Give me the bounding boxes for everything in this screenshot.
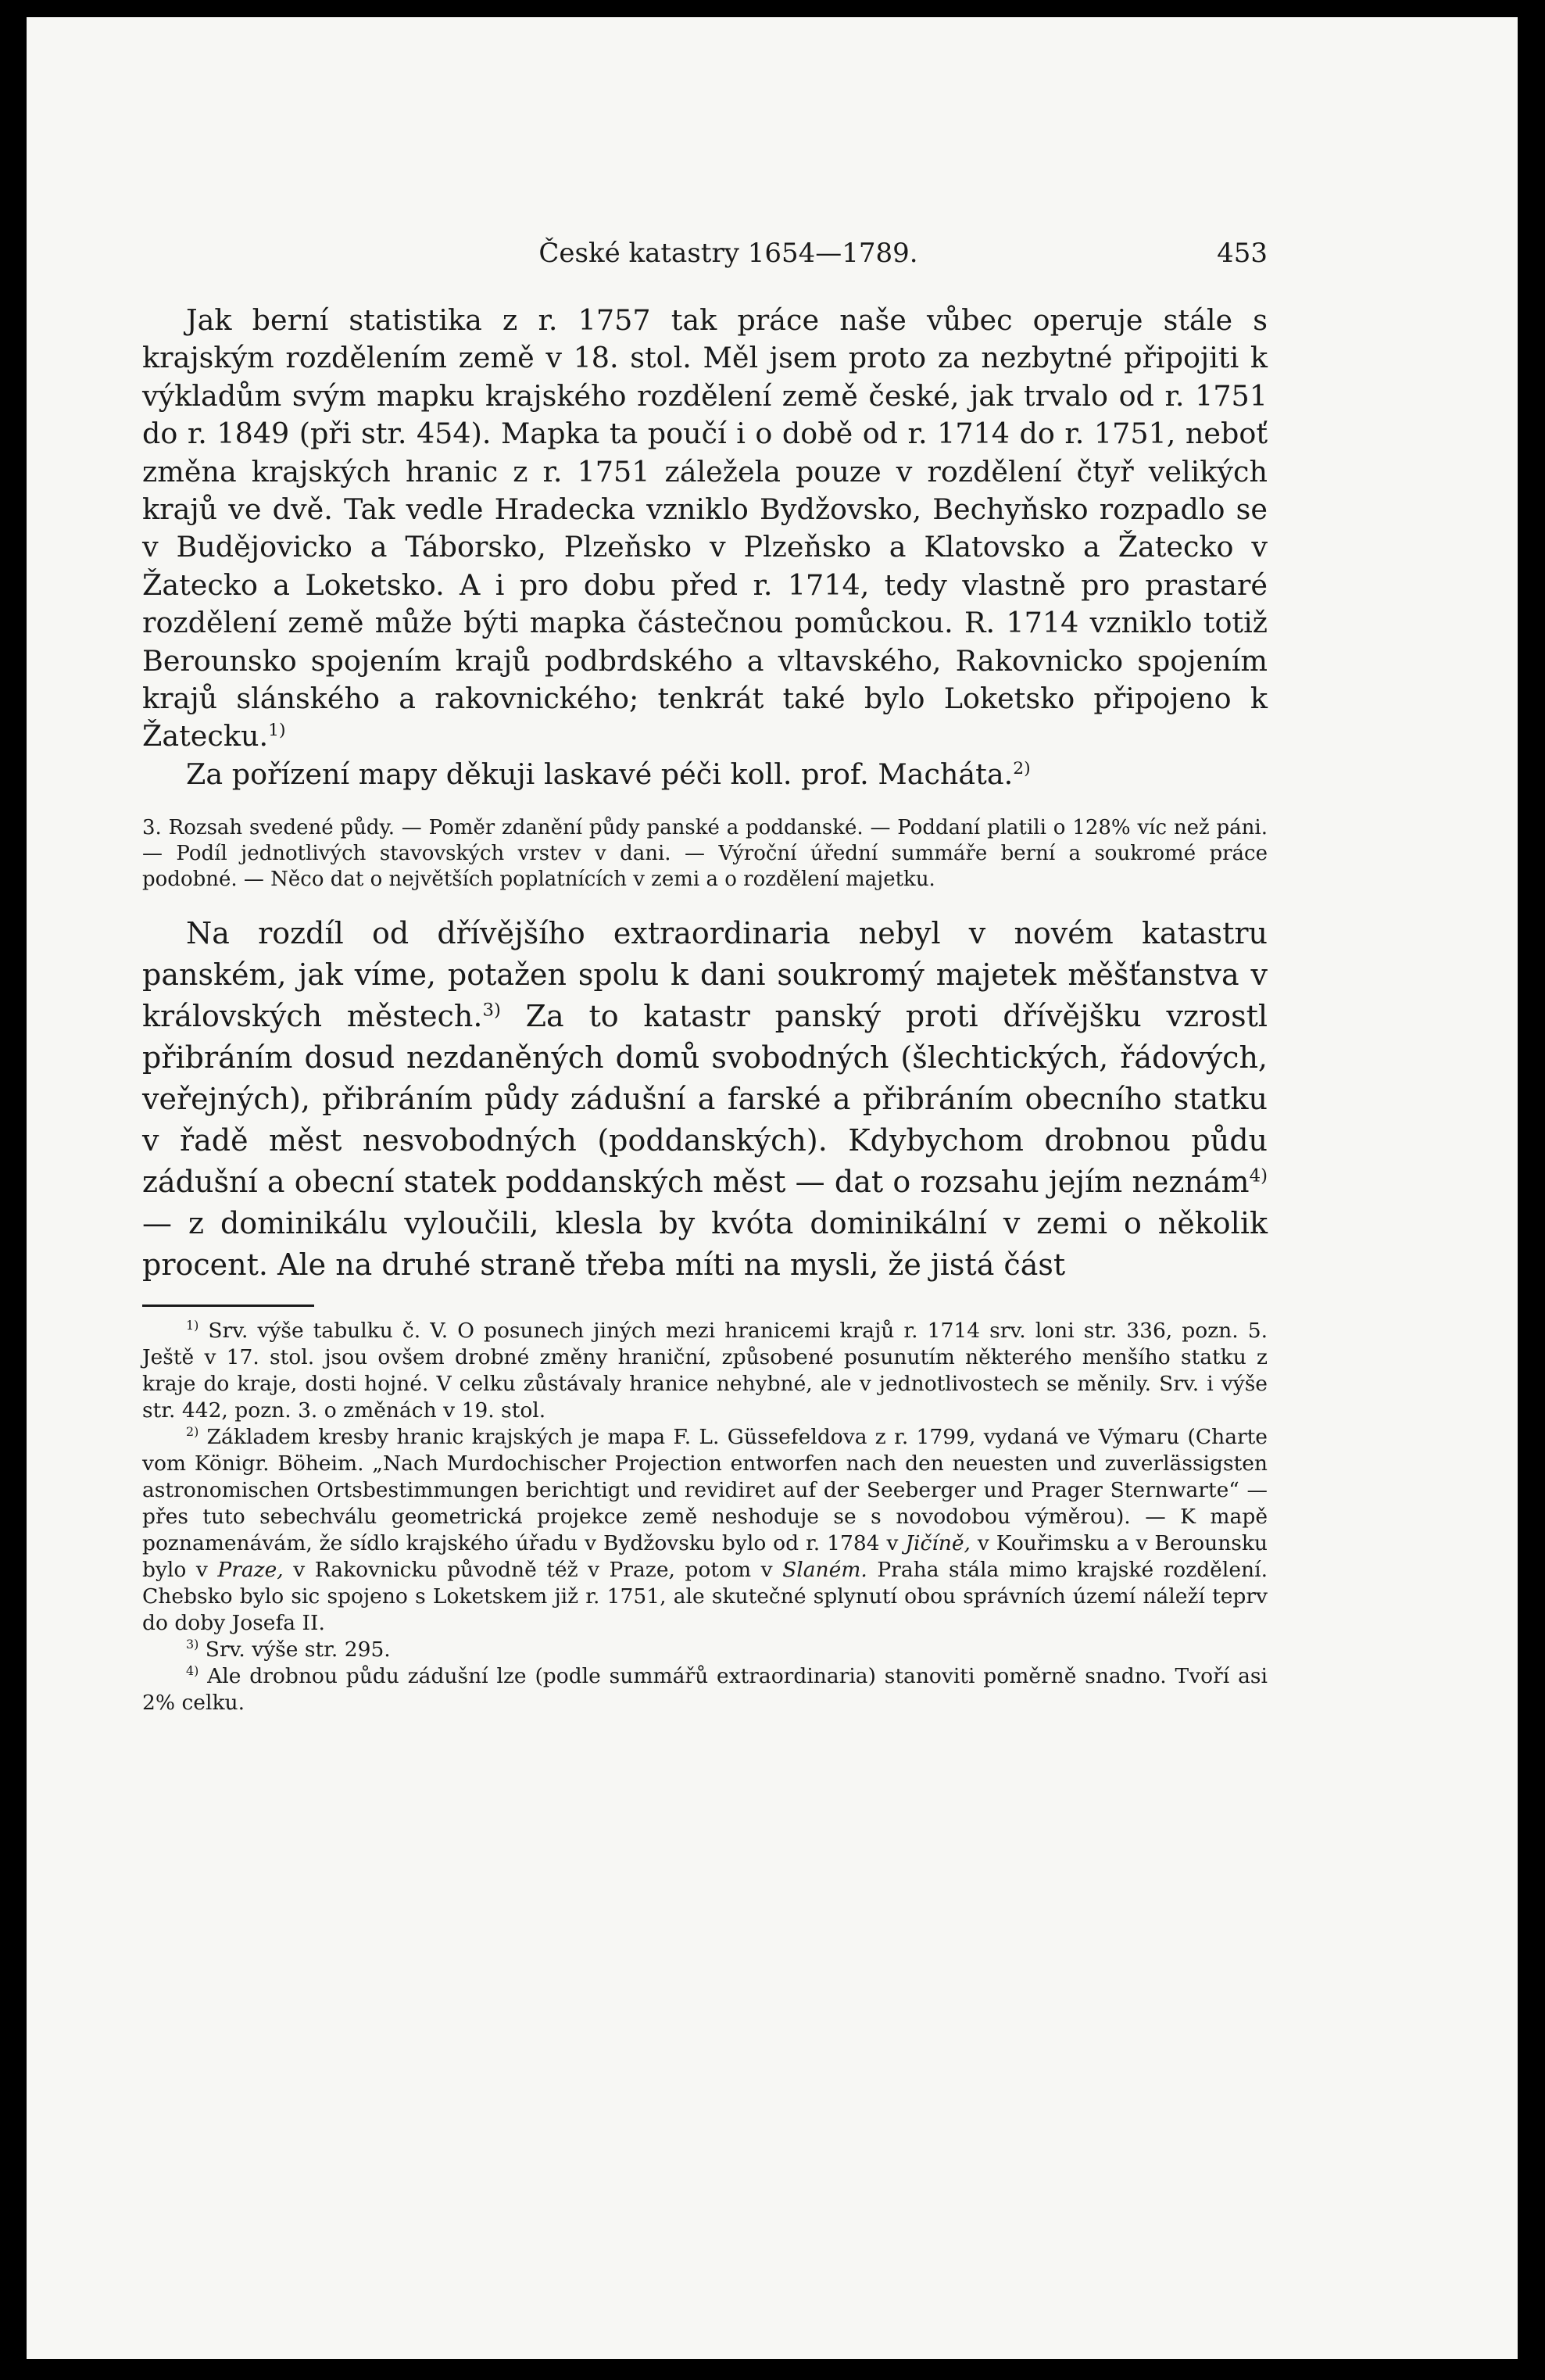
- paragraph-acknowledgement: [142, 756, 1268, 793]
- paragraph-text: Na rozdíl od dřívějšího extraordinaria nebyl v novém katastru panském, jak víme, potažen spolu k dani soukromý majetek měšťanstva v královských městech.: [142, 916, 1268, 1034]
- page-number: 453: [1217, 238, 1268, 269]
- running-title: České katastry 1654—1789.: [538, 238, 918, 269]
- footnote-ref-2: 2): [1013, 758, 1031, 778]
- footnote-separator: [142, 1305, 314, 1307]
- footnote-text: Srv. výše tabulku č. V. O posunech jiných mezi hranicemi krajů r. 1714 srv. loni str. 336, pozn. 5. Ještě v 17. stol. jsou ovšem drobné změny hraniční, způsobené posunutím některého menšího statku z kraje do kraje, dosti hojné. V celku zůstávaly hranice nehybné, ale v jednotlivostech se měnily. Srv. i výše str. 442, pozn. 3. o změnách v 19. stol.: [142, 1319, 1268, 1423]
- paragraph-dominical: [142, 913, 1268, 1286]
- running-head: [142, 238, 1268, 285]
- footnote-4: [142, 1663, 1268, 1716]
- paragraph-map-note: [142, 302, 1268, 756]
- paragraph-text: Jak berní statistika z r. 1757 tak práce naše vůbec operuje stále s krajským rozdělením země v 18. stol. Měl jsem proto za nezbytné připojiti k výkladům svým mapku krajského rozdělení země české, jak trvalo od r. 1751 do r. 1849 (při str. 454). Mapka ta poučí i o době od r. 1714 do r. 1751, neboť změna krajských hranic z r. 1751 záležela pouze v rozdělení čtyř velikých krajů ve dvě. Tak vedle Hradecka vzniklo Bydžovsko, Bechyňsko rozpadlo se v Budějovicko a Táborsko, Plzeňsko v Plzeňsko a Klatovsko a Žatecko v Žatecko a Loketsko. A i pro dobu před r. 1714, tedy vlastně pro prastaré rozdělení země může býti mapka částečnou pomůckou. R. 1714 vzniklo totiž Berounsko spojením krajů podbrdského a vltavského, Rakovnicko spojením krajů slánského a rakovnického; tenkrát také bylo Loketsko připojeno k Žatecku.: [142, 303, 1268, 753]
- place-name: Praze,: [217, 1558, 284, 1583]
- footnote-marker: 1): [186, 1318, 199, 1333]
- footnote-2: [142, 1424, 1268, 1637]
- paragraph-text: Za pořízení mapy děkuji laskavé péči koll. prof. Macháta.: [186, 757, 1014, 791]
- footnote-text: Srv. výše str. 295.: [198, 1637, 391, 1662]
- footnote-text: Ale drobnou půdu zádušní lze (podle summářů extraordinaria) stanoviti poměrně snadno. Tvoří asi 2% celku.: [142, 1664, 1268, 1716]
- footnote-1: [142, 1318, 1268, 1424]
- footnote-text: Základem kresby hranic krajských je mapa F. L. Güssefeldova z r. 1799, vydaná ve Výmaru (Charte vom Königr. Böheim. „Nach Murdochischer Projection entworfen nach den neuesten und zuverlässigsten astronomischen Ortsbestimmungen berichtigt und revidiret auf der Seeberger und Prager Sternwarte“ — přes tuto sebechválu geometrická projekce země neshoduje se s novodobou výměrou). — K mapě poznamenávám, že sídlo krajského úřadu v Bydžovsku bylo od r. 1784 v: [142, 1425, 1268, 1556]
- footnote-text: Praha stála mimo krajské rozdělení. Chebsko bylo sic spojeno s Loketskem již r. 1751, ale skutečné splynutí obou správních území náleží teprv do doby Josefa II.: [142, 1558, 1268, 1636]
- section-heading: 3. Rozsah svedené půdy. — Poměr zdanění půdy panské a poddanské. — Poddaní platili o 128% víc než páni. — Podíl jednotlivých stavovských vrstev v dani. — Výroční úřední summáře berní a soukromé práce podobné. — Něco dat o největších poplatnících v zemi a o rozdělení majetku.: [142, 816, 1268, 892]
- footnote-marker: 3): [186, 1637, 199, 1652]
- footnote-text: v Rakovnicku původně též v Praze, potom v: [283, 1558, 783, 1583]
- footnote-marker: 4): [186, 1663, 199, 1679]
- footnote-ref-3: 3): [482, 1000, 501, 1021]
- footnote-3: [142, 1637, 1268, 1663]
- text-column: [142, 238, 1268, 1716]
- footnote-ref-1: 1): [268, 721, 286, 741]
- paragraph-text: — z dominikálu vyloučili, klesla by kvóta dominikální v zemi o několik procent. Ale na druhé straně třeba míti na mysli, že jistá část: [142, 1206, 1268, 1283]
- footnote-text: v Kouřimsku a v Berounsku bylo v: [142, 1531, 1268, 1583]
- footnote-marker: 2): [186, 1424, 199, 1440]
- place-name: Jičíně,: [905, 1531, 971, 1556]
- place-name: Slaném.: [782, 1558, 867, 1583]
- footnote-ref-4: 4): [1249, 1165, 1268, 1186]
- paragraph-text: Za to katastr panský proti dřívějšku vzrostl přibráním dosud nezdaněných domů svobodných (šlechtických, řádových, veřejných), přibráním půdy zádušní a farské a přibráním obecního statku v řadě měst nesvobodných (poddanských). Kdybychom drobnou půdu zádušní a obecní statek poddanských měst — dat o rozsahu jejím neznám: [142, 999, 1268, 1200]
- book-page: [27, 17, 1518, 2359]
